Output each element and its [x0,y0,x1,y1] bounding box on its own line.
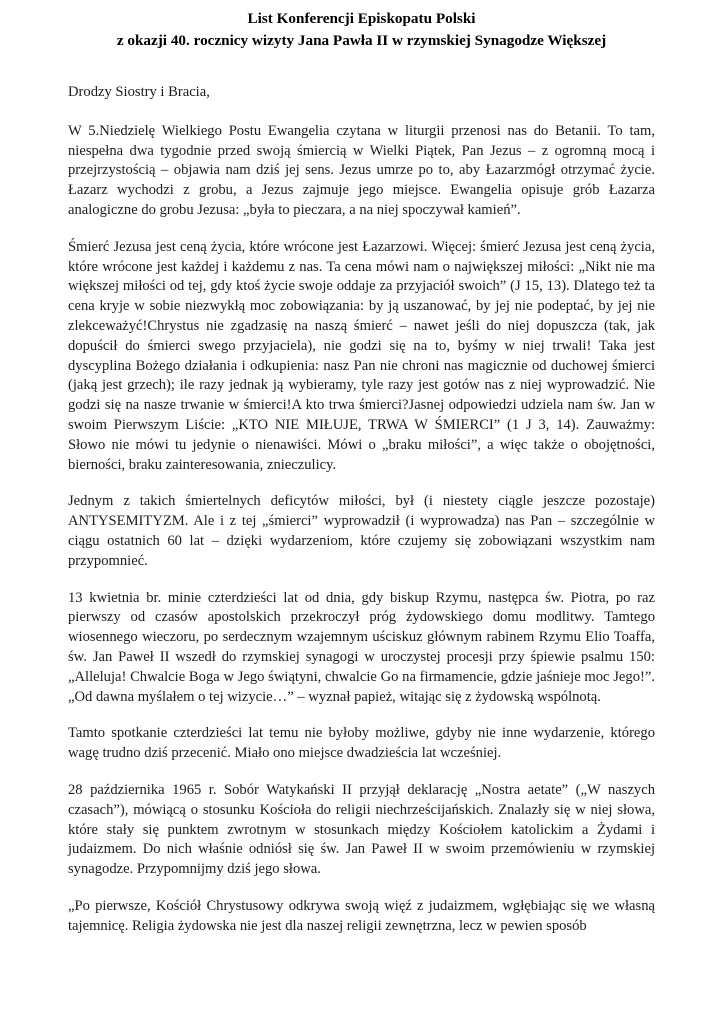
paragraph-quote-church-judaism: „Po pierwsze, Kościół Chrystusowy odkrywa swoją więź z judaizmem, wgłębiając się we własną tajemnicę. Religia żydowska nie jest dla naszej religii zewnętrzna, lecz w pewien sposób [68,897,655,934]
paragraph-death-of-jesus: Śmierć Jezusa jest ceną życia, które wrócone jest Łazarzowi. Więcej: śmierć Jezusa jest ceną życia, które wrócone jest każdej i każdemu z nas. Ta cena mówi nam o największej miłości: „Nikt nie ma większej miłości od tej, gdy ktoś życie swoje oddaje za przyjaciół swoich” (J 15, 13). Dlatego też ta cena kryje w sobie niezwykłą moc zobowiązania: by ją uszanować, by jej nie podeptać, by jej nie zlekceważyć!Chrystus nie zgadzasię na naszą śmierć – nawet jeśli do niej dopuszcza (tak, jak dopuścił do śmierci swego przyjaciela), nie godzi się na to, byśmy w niej trwali! Taka jest dyscyplina Bożego działania i odkupienia: nasz Pan nie chroni nas magicznie od duchowej śmierci (jaką jest grzech); ile razy jednak ją wybieramy, tyle razy jest gotów nas z niej wyprowadzić. Nie godzi się na nasze trwanie w śmierci!A kto trwa śmierci?Jasnej odpowiedzi udziela nam św. Jan w swoim Pierwszym Liście: „KTO NIE MIŁUJE, TRWA W ŚMIERCI” (1 J 3, 14). Zauważmy: Słowo nie mówi tu jedynie o nienawiści. Mówi o „braku miłości”, a więc także o obojętności, bierności, braku zainteresowania, znieczulicy. [68,238,655,473]
paragraph-antisemitism: Jednym z takich śmiertelnych deficytów miłości, był (i niestety ciągle jeszcze pozostaje) ANTYSEMITYZM. Ale i z tej „śmierci” wyprowadził (i wyprowadza) nas Pan – szczególnie w ciągu ostatnich 60 lat – dzięki wydarzeniom, które czujemy się zobowiązani wszystkim nam przypomnieć. [68,493,655,569]
document-title [68,8,655,52]
salutation: Drodzy Siostry i Bracia, [68,84,210,100]
paragraph-earlier-event: Tamto spotkanie czterdzieści lat temu nie byłoby możliwe, gdyby nie inne wydarzenie, którego wagę trudno dziś przecenić. Miało ono miejsce dwadzieścia lat wcześniej. [68,725,655,762]
title-line-1: List Konferencji Episkopatu Polski [247,10,476,27]
paragraph-nostra-aetate: 28 października 1965 r. Sobór Watykański II przyjął deklarację „Nostra aetate” („W naszych czasach”), mówiącą o stosunku Kościoła do religii niechrześcijańskich. Znalazły się w niej słowa, które stały się punktem zwrotnym w stosunkach między Kościołem katolickim a Żydami i judaizmem. Do nich właśnie odniósł się św. Jan Paweł II w swoim przemówieniu w rzymskiej synagodze. Przypomnijmy dziś jego słowa. [68,781,655,878]
paragraph-synagogue-visit: 13 kwietnia br. minie czterdzieści lat od dnia, gdy biskup Rzymu, następca św. Piotra, po raz pierwszy od czasów apostolskich przekroczył próg żydowskiego domu modlitwy. Tamtego wiosennego wieczoru, po serdecznym wzajemnym uściskuz głównym rabinem Rzymu Elio Toaffa, św. Jan Paweł II wszedł do rzymskiej synagogi w uroczystej procesji przy śpiewie psalmu 150: „Alleluja! Chwalcie Boga w Jego świątyni, chwalcie Go na firmamencie, gdzie jaśnieje moc Jego!”. „Od dawna myślałem o tej wizycie…” – wyznał papież, witając się z żydowską wspólnotą. [68,589,655,705]
title-line-2: z okazji 40. rocznicy wizyty Jana Pawła II w rzymskiej Synagodze Większej [116,32,607,49]
paragraph-gospel-bethany: W 5.Niedzielę Wielkiego Postu Ewangelia czytana w liturgii przenosi nas do Betanii. To tam, niespełna dwa tygodnie przed swoją śmiercią w Wielki Piątek, Pan Jezus – z ogromną mocą i przejrzystością – objawia nam dziś jej sens. Jezus umrze po to, aby Łazarzmógł otrzymać życie. Łazarz wychodzi z grobu, a Jezus zajmuje jego miejsce. Ewangelia opisuje grób Łazarza analogiczne do grobu Jezusa: „była to pieczara, a na niej spoczywał kamień”. [68,122,655,218]
